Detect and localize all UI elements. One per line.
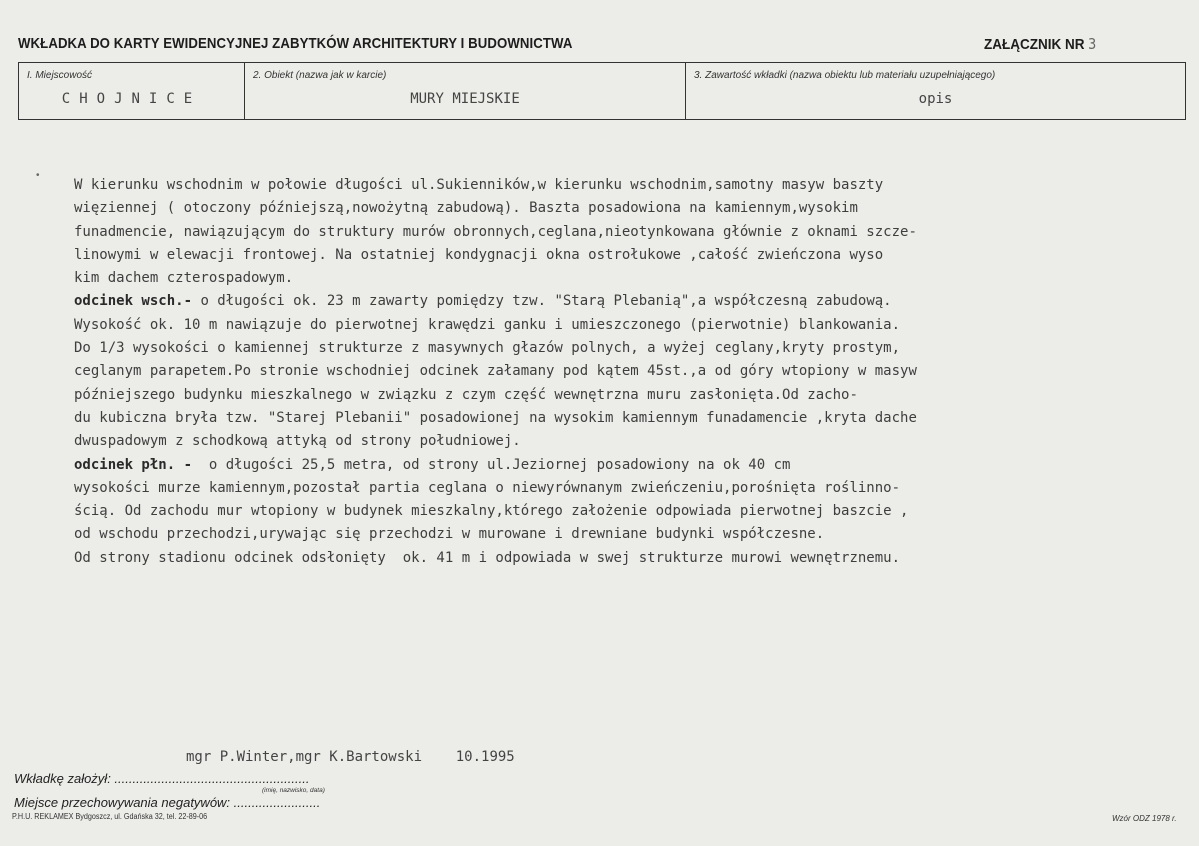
text-line bbox=[74, 337, 1184, 360]
authors-line bbox=[186, 749, 515, 765]
line-text: du kubiczna bryła tzw. "Starej Plebanii" posadowionej na wysokim kamiennym funadamencie ,kryta dache bbox=[74, 409, 917, 426]
text-line bbox=[74, 360, 1184, 383]
text-line bbox=[74, 547, 1184, 570]
date: 10.1995 bbox=[455, 749, 515, 765]
annex-value: 3 bbox=[1088, 35, 1097, 53]
text-line bbox=[74, 197, 1184, 220]
annex-label: ZAŁĄCZNIK NR bbox=[984, 36, 1085, 53]
line-text: od wschodu przechodzi,urywając się przechodzi w murowane i drewniane budynki współczesne. bbox=[74, 526, 825, 543]
line-text: dwuspadowym z schodkową attyką od strony południowej. bbox=[74, 433, 521, 450]
place-cell bbox=[19, 63, 245, 119]
text-line bbox=[74, 267, 1184, 290]
text-line bbox=[74, 454, 1184, 477]
text-line bbox=[74, 500, 1184, 523]
description-text bbox=[74, 174, 1184, 570]
line-text: późniejszego budynku mieszkalnego w związku z czym część wewnętrzna muru zasłonięta.Od zacho- bbox=[74, 386, 858, 403]
text-line bbox=[74, 384, 1184, 407]
line-text: linowymi w elewacji frontowej. Na ostatniej kondygnacji okna ostrołukowe ,całość zwieńczona wyso bbox=[74, 246, 884, 263]
line-text: Do 1/3 wysokości o kamiennej strukturze z masywnych głazów polnych, a wyżej ceglany,kryty prostym, bbox=[74, 340, 901, 357]
authors: mgr P.Winter,mgr K.Bartowski bbox=[186, 749, 423, 765]
text-line bbox=[74, 430, 1184, 453]
section-heading: odcinek płn. - bbox=[74, 456, 193, 473]
line-text: kim dachem czterospadowym. bbox=[74, 270, 294, 287]
form-title: WKŁADKA DO KARTY EWIDENCYJNEJ ZABYTKÓW ARCHITEKTURY I BUDOWNICTWA bbox=[18, 35, 573, 52]
founded-hint: (imię, nazwisko, data) bbox=[262, 787, 325, 794]
text-line bbox=[74, 174, 1184, 197]
line-text: wysokości murze kamiennym,pozostał partia ceglana o niewyrównanym zwieńczeniu,porośnięta roślinno- bbox=[74, 479, 901, 496]
object-cell bbox=[245, 63, 686, 119]
content-label: 3. Zawartość wkładki (nazwa obiektu lub materiału uzupełniającego) bbox=[694, 70, 996, 81]
text-line bbox=[74, 314, 1184, 337]
text-line bbox=[74, 244, 1184, 267]
negatives-location-line: Miejsce przechowywania negatywów: ........................ bbox=[14, 795, 321, 810]
section-heading: odcinek wsch.- bbox=[74, 293, 193, 310]
place-label: I. Miejscowość bbox=[27, 70, 93, 81]
line-text: ścią. Od zachodu mur wtopiony w budynek mieszkalny,którego założenie odpowiada pierwotnej baszcie , bbox=[74, 503, 909, 520]
content-cell bbox=[686, 63, 1185, 119]
line-text: więziennej ( otoczony późniejszą,nowożytną zabudową). Baszta posadowiona na kamiennym,wysokim bbox=[74, 200, 858, 217]
form-model: Wzór ODZ 1978 r. bbox=[1112, 814, 1177, 823]
text-line bbox=[74, 290, 1184, 313]
margin-mark: • bbox=[36, 170, 40, 181]
text-line bbox=[74, 477, 1184, 500]
line-text: W kierunku wschodnim w połowie długości ul.Sukienników,w kierunku wschodnim,samotny masyw baszty bbox=[74, 177, 884, 193]
text-line bbox=[74, 523, 1184, 546]
text-line bbox=[74, 221, 1184, 244]
content-value: opis bbox=[918, 91, 953, 107]
printer-imprint: P.H.U. REKLAMEX Bydgoszcz, ul. Gdańska 32, tel. 22-89-06 bbox=[12, 812, 208, 821]
line-text: o długości 25,5 metra, od strony ul.Jeziornej posadowiony na ok 40 cm bbox=[192, 456, 791, 473]
line-text: Wysokość ok. 10 m nawiązuje do pierwotnej krawędzi ganku i umieszczonego (pierwotnie) blankowania. bbox=[74, 316, 901, 333]
text-line bbox=[74, 407, 1184, 430]
object-value: MURY MIEJSKIE bbox=[410, 91, 520, 107]
line-text: Od strony stadionu odcinek odsłonięty ok. 41 m i odpowiada w swej strukturze murowi wewnętrznemu. bbox=[74, 549, 901, 566]
object-label: 2. Obiekt (nazwa jak w karcie) bbox=[253, 70, 387, 81]
founded-by-line: Wkładkę założył: ...................................................... bbox=[14, 771, 310, 786]
annex-number bbox=[984, 35, 1096, 53]
place-value: CHOJNICE bbox=[61, 91, 202, 107]
line-text: o długości ok. 23 m zawarty pomiędzy tzw. "Starą Plebanią",a współczesną zabudową. bbox=[192, 293, 892, 310]
header-fields-table bbox=[18, 62, 1186, 120]
line-text: funadmencie, nawiązującym do struktury murów obronnych,ceglana,nieotynkowana głównie z oknami szcze- bbox=[74, 223, 917, 240]
line-text: ceglanym parapetem.Po stronie wschodniej odcinek załamany pod kątem 45st.,a od góry wtopiony w masyw bbox=[74, 363, 917, 380]
